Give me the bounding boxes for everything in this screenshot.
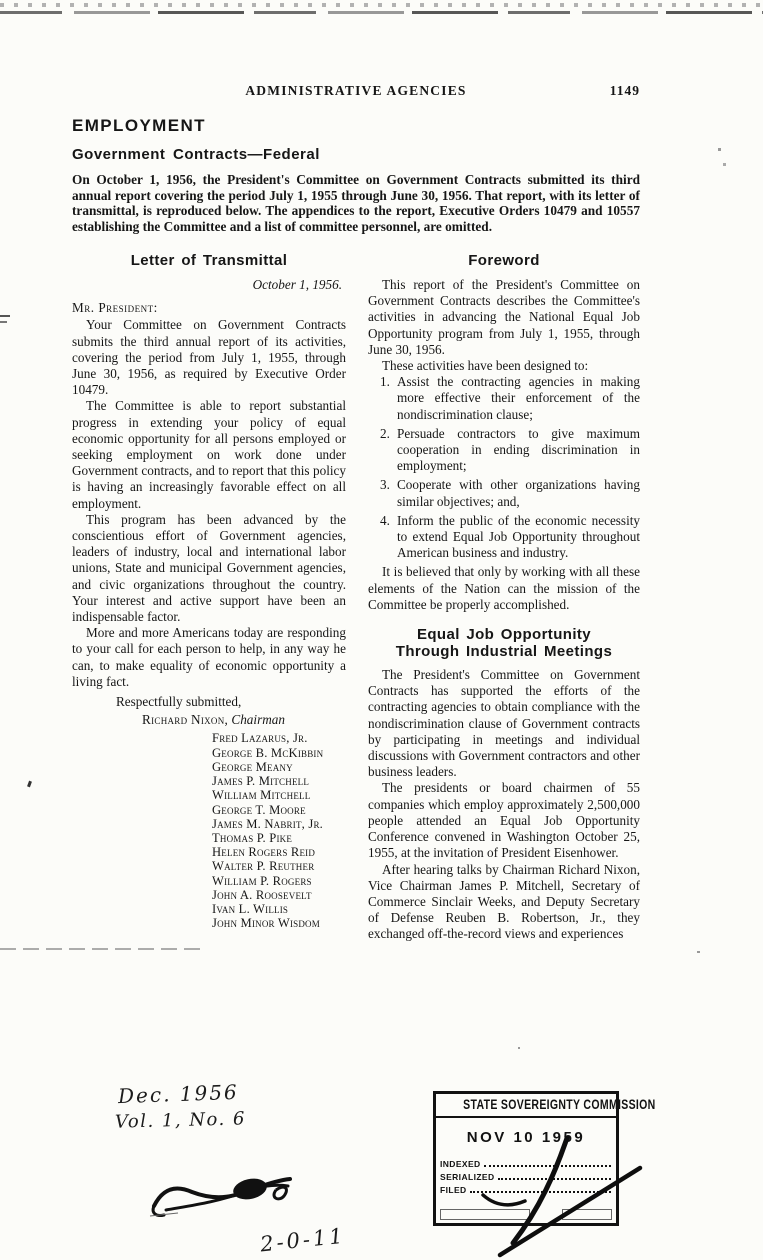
- list-item-number: 1.: [380, 374, 390, 390]
- committee-member: John A. Roosevelt: [212, 887, 312, 902]
- list-item-text: Cooperate with other organizations having similar objectives; and,: [397, 477, 640, 509]
- section-subtitle: Government Contracts—Federal: [72, 146, 320, 163]
- section-title: EMPLOYMENT: [72, 116, 206, 135]
- list-item: [380, 477, 640, 509]
- committee-member: George B. McKibbin: [212, 745, 324, 760]
- signature-title: Chairman: [231, 712, 285, 728]
- scan-speck: [697, 951, 700, 953]
- committee-member: William P. Rogers: [212, 873, 312, 888]
- committee-member: James P. Mitchell: [212, 774, 310, 789]
- foreword-heading: Foreword: [468, 252, 540, 269]
- running-head: [72, 83, 640, 99]
- scan-speck: [27, 781, 32, 788]
- list-item-number: 2.: [380, 425, 390, 441]
- running-head-title: ADMINISTRATIVE AGENCIES: [245, 83, 467, 98]
- page-number: 1149: [609, 83, 640, 98]
- scan-artifact-dashed-line: [0, 948, 205, 950]
- committee-member: James M. Nabrit, Jr.: [212, 816, 323, 831]
- foreword-paragraph: This report of the President's Committee on Government Contracts describes the Committee's activities in advancing the National Equal Job Opportunity program from July 1, 1955, through June 30, 1956.: [368, 277, 640, 357]
- list-item: [380, 374, 640, 423]
- scan-speck: [718, 148, 721, 151]
- scan-speck: [723, 163, 726, 166]
- scan-speck: [0, 315, 10, 317]
- scan-artifact-dotted-edge: [0, 3, 763, 7]
- list-item: [380, 513, 640, 562]
- committee-member: John Minor Wisdom: [212, 916, 320, 931]
- scan-speck: [518, 1047, 520, 1049]
- list-item-text: Inform the public of the economic necessity to extend Equal Job Opportunity throughout American business and industry.: [397, 512, 640, 561]
- list-item-text: Persuade contractors to give maximum cooperation in ending discrimination in employment;: [397, 425, 640, 474]
- meetings-paragraph: The presidents or board chairmen of 55 companies which employ approximately 2,500,000 people attended an Equal Job Opportunity Conference convened in Washington October 25, 1955, at the invitation of President Eisenhower.: [368, 780, 640, 861]
- committee-member-list: [212, 731, 346, 930]
- letter-of-transmittal-column: [72, 252, 346, 930]
- letter-paragraph: More and more Americans today are responding to your call for each person to help, in any way he can, to make equality of economic opportunity a living fact.: [72, 625, 346, 689]
- letter-closing: Respectfully submitted,: [116, 694, 242, 710]
- list-item: [380, 426, 640, 475]
- committee-member: George T. Moore: [212, 802, 306, 817]
- meetings-paragraph: The President's Committee on Government Contracts has supported the efforts of the contracting agencies to obtain compliance with the nondiscrimination clause of Government contracts by participating in meetings and individual discussions with Government contractors and other business leaders.: [368, 667, 640, 780]
- stamp-field-serialized: SERIALIZED: [440, 1169, 612, 1182]
- letter-paragraph: The Committee is able to report substantial progress in extending your policy of equal economic opportunity for all persons employed or seeking employment on work done under Government contracts, and to report that this policy is having an increasingly favorable effect on all employment.: [72, 398, 346, 511]
- list-item-number: 4.: [380, 512, 390, 528]
- committee-member: William Mitchell: [212, 788, 311, 803]
- scan-speck: [0, 321, 7, 323]
- signature-name: Richard Nixon,: [142, 712, 229, 728]
- stamp-field-filed: FILED: [440, 1182, 612, 1195]
- letter-paragraph: This program has been advanced by the conscientious effort of Government agencies, leaders of industry, local and international labor unions, State and municipal Government agencies, and civic organizations throughout the country. Your interest and active support have been an indispensable factor.: [72, 511, 346, 625]
- committee-member: Fred Lazarus, Jr.: [212, 731, 308, 746]
- committee-member: Thomas P. Pike: [212, 830, 293, 845]
- foreword-numbered-list: [368, 374, 640, 561]
- foreword-lead-in: These activities have been designed to:: [382, 358, 589, 374]
- meetings-heading-line1: Equal Job Opportunity: [416, 626, 592, 644]
- committee-member: Ivan L. Willis: [212, 901, 289, 916]
- letter-salutation: Mr. President:: [72, 300, 158, 316]
- committee-member: George Meany: [212, 759, 293, 774]
- signature-scribble: [148, 1162, 298, 1220]
- meetings-paragraph: After hearing talks by Chairman Richard Nixon, Vice Chairman James P. Mitchell, Secretary of Commerce Sinclair Weeks, and Deputy Secretary of Defense Reuben B. Robertson, Jr., they exchanged off-the-record views and experiences: [368, 861, 640, 942]
- handwritten-date-note: Dec. 1956: [117, 1079, 240, 1109]
- foreword-column: [368, 252, 640, 943]
- letter-date: October 1, 1956.: [252, 277, 342, 292]
- letter-paragraph: Your Committee on Government Contracts submits the third annual report of its activities, covering the period from July 1, 1955, through June 30, 1956, as required by Executive Order 10479.: [72, 317, 346, 398]
- foreword-paragraph: It is believed that only by working with all these elements of the Nation can the mission of the Committee be properly accomplished.: [368, 564, 640, 612]
- handwritten-file-code: 2-0-11: [258, 1223, 347, 1257]
- handwritten-check-mark: [455, 1133, 655, 1260]
- committee-member: Walter P. Reuther: [212, 859, 315, 874]
- scan-artifact-torn-edge: [0, 11, 763, 14]
- committee-member: Helen Rogers Reid: [212, 845, 316, 860]
- stamp-field-indexed: INDEXED: [440, 1156, 612, 1169]
- intro-paragraph: On October 1, 1956, the President's Committee on Government Contracts submitted its third annual report covering the period July 1, 1955 through June 30, 1956. That report, with its letter of transmittal, is reproduced below. The appendices to the report, Executive Orders 10479 and 10557 establishing the Committee and a list of committee personnel, are omitted.: [72, 172, 640, 234]
- letter-signature-line: [142, 712, 346, 728]
- letter-heading: Letter of Transmittal: [130, 252, 288, 269]
- list-item-text: Assist the contracting agencies in making more effective their enforcement of the nondiscrimination clause;: [397, 374, 640, 422]
- meetings-heading-line2: Through Industrial Meetings: [395, 643, 613, 661]
- handwritten-volume-note: Vol. 1, No. 6: [114, 1108, 247, 1133]
- meetings-heading: [368, 626, 640, 660]
- stamp-date: NOV 10 1959: [466, 1129, 586, 1146]
- stamp-title: STATE SOVEREIGNTY COMMISSION: [436, 1094, 616, 1118]
- list-item-number: 3.: [380, 477, 390, 493]
